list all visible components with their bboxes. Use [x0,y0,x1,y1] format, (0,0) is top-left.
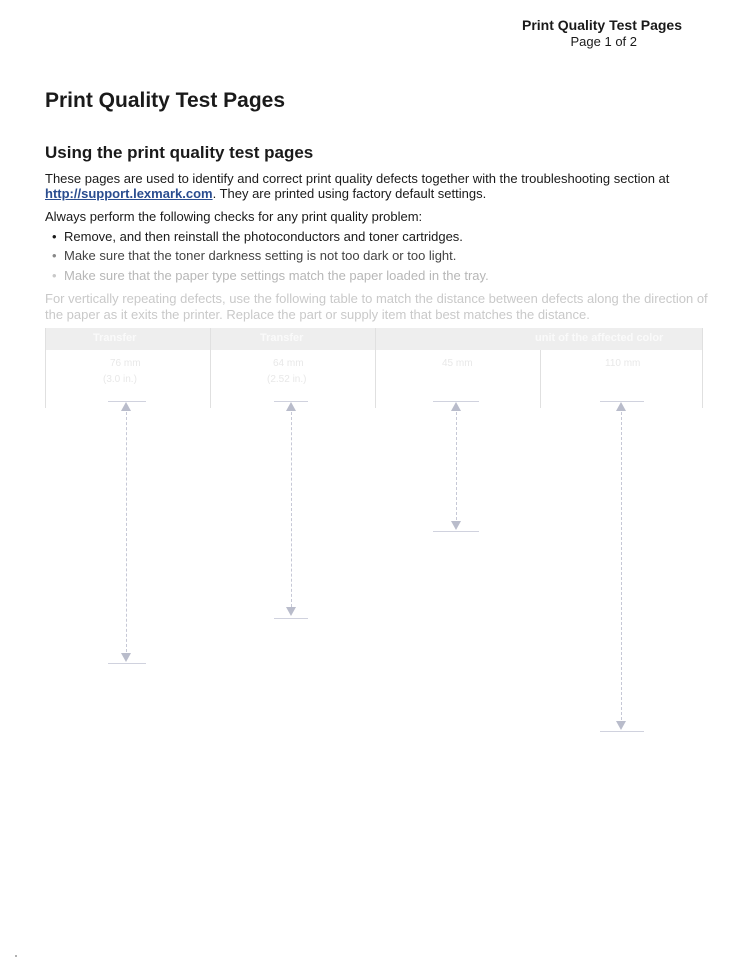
column-divider [210,328,211,408]
table-header-cell: unit of the affected color [535,332,664,344]
list-item-text: Remove, and then reinstall the photoconductors and toner cartridges. [64,229,463,244]
distance-dashed-line [291,412,292,607]
table-header-cell: Transfer [93,332,137,344]
scan-speck [15,955,17,957]
table-cell: 64 mm [273,358,304,369]
table-intro-line-2: the paper as it exits the printer. Replace the part or supply item that best matches the distance. [45,307,590,322]
table-cell: (3.0 in.) [103,374,137,385]
list-item [52,248,456,263]
document-title: Print Quality Test Pages [45,89,286,112]
arrow-up-icon [616,402,626,411]
table-border [702,328,703,408]
table-cell: 45 mm [442,358,473,369]
arrow-up-icon [286,402,296,411]
arrow-down-icon [286,607,296,616]
list-item-text: Make sure that the toner darkness setting is not too dark or too light. [64,248,457,263]
table-header-cell: Transfer [260,332,304,344]
column-divider [540,350,541,408]
table-cell: 110 mm [605,358,641,369]
page-number: Page 1 of 2 [570,34,637,49]
intro-text-end: . They are printed using factory default settings. [212,186,487,201]
distance-dashed-line [456,412,457,520]
bullet-icon: • [52,229,57,244]
table-border [45,328,46,408]
intro-paragraph [45,171,669,201]
header-title: Print Quality Test Pages [521,17,682,33]
table-intro-paragraph [45,291,708,323]
list-item [52,268,489,283]
list-item-text: Make sure that the paper type settings match the paper loaded in the tray. [64,268,489,283]
arrow-down-icon [616,721,626,730]
defect-distance-table [45,328,703,408]
measure-bottom-line [274,618,308,619]
arrow-up-icon [451,402,461,411]
checks-label: Always perform the following checks for any print quality problem: [45,209,423,224]
section-title: Using the print quality test pages [45,143,314,162]
list-item [52,229,463,244]
bullet-icon: • [52,248,57,263]
support-link[interactable]: http://support.lexmark.com [45,186,213,201]
measure-bottom-line [600,731,644,732]
measure-bottom-line [433,531,479,532]
arrow-down-icon [451,521,461,530]
intro-text-start: These pages are used to identify and correct print quality defects together with the troubleshooting section at [45,171,670,186]
distance-dashed-line [621,412,622,720]
measure-bottom-line [108,663,146,664]
table-cell: (2.52 in.) [267,374,307,385]
arrow-up-icon [121,402,131,411]
arrow-down-icon [121,653,131,662]
table-intro-line-1: For vertically repeating defects, use the following table to match the distance between defects along the direction of [45,291,708,306]
table-cell: 76 mm [110,358,141,369]
column-divider [375,328,376,408]
distance-dashed-line [126,412,127,652]
bullet-icon: • [52,268,57,283]
